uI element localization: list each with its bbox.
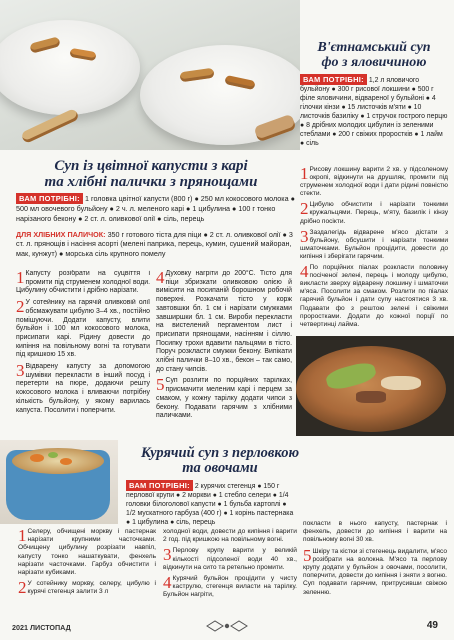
step-text: У сотейнику на гарячій оливковій олії обсмажувати цибулю 3–4 хв., постійно помішуючи. Додати капусту, влити бульйон і 100 мл кокосового молока, присипати карі. Рідину довести до кипіння на повільному вогні та готувати під кришкою 15 хв. (16, 299, 150, 359)
step-text: Суп розлити по порційних тарілках, присмачити меленим карі і перцем за смаком, у кожну тарілку додати чипси з бекону. Подавати гарячим з хлібними паличками. (156, 377, 292, 420)
step-text: Селеру, обчищені моркву і пастернак нарізати крупними часточками. Обчищену цибулину розрізати навпіл, капусту тонко нашаткувати, фенхель нарізати часточками. Гарбуз обчистити і нарізати кубиками. (18, 528, 156, 577)
recipe1-step-1 (16, 270, 150, 296)
recipe1-step-5 (156, 377, 292, 421)
page-number: 49 (426, 620, 438, 631)
step-number: 3 (300, 228, 309, 246)
recipe3-step-4 (163, 575, 297, 600)
recipe3-step-5 (303, 548, 447, 597)
step-number: 4 (163, 575, 172, 593)
recipe3-step-1 (18, 528, 156, 577)
recipe1-sub-ingredients (16, 230, 296, 258)
pho-soup-photo (296, 336, 454, 436)
recipe1-step-3 (16, 363, 150, 415)
ornament-icon (205, 619, 249, 633)
step-number: 1 (16, 270, 25, 287)
step-text: Цибулю обчистити і нарізати тонкими кружальцями. Перець, м'яту, базилік і кінзу дрібно посікти. (300, 201, 448, 225)
recipe1-title-line1: Суп із цвітної капусти з карі (54, 158, 248, 174)
recipe1-steps-left (16, 270, 150, 418)
recipe1-title (16, 158, 286, 190)
recipe2-ingredients (300, 74, 448, 148)
step-text: покласти в нього капусту, пастернак і фенхель, довести до кипіння і варити на повільному вогні 30 хв. (303, 520, 447, 544)
recipe2-badge: ВАМ ПОТРІБНІ: (300, 74, 367, 85)
recipe1-sub-title: ДЛЯ ХЛІБНИХ ПАЛИЧОК: (16, 230, 106, 239)
recipe2-title-line1: В'єтнамський суп (317, 40, 431, 55)
recipe3-title-line1: Курячий суп з перловкою (140, 445, 300, 461)
page-footer (0, 612, 454, 640)
step-number: 5 (156, 377, 165, 395)
recipe3-col1 (18, 528, 156, 600)
recipe3-step-2 (18, 580, 156, 596)
recipe1-ingredients-text: 1 головка цвітної капусти (800 г) ● 250 мл кокосового молока ● 500 мл овочевого бульйону ● 2 ч. л. меленого карі ● 1 цибулина ● 100 г тонко нарізаного бекону ● 2 ст. л. оливкової олії ● сіль, перець (16, 194, 295, 223)
recipe3-step-3 (163, 547, 297, 572)
recipe2-step-3 (300, 229, 448, 261)
step-number: 3 (16, 363, 25, 381)
barley-soup-photo (0, 440, 118, 524)
recipe2-title (296, 40, 452, 70)
step-text: Капусту розібрати на суцвіття і промити під струменем холодної води. Цибулину обчистити і дрібно нарізати. (16, 270, 150, 295)
recipe2-title-line2: фо з яловичиною (321, 55, 427, 70)
step-text: Відварену капусту за допомогою шумівки перекласти в інший посуд і перетерти на пюре, додаючи решту кокосового молока і вливаючи потрібну кількість бульйону, у якому варилась капуста. Посолити і поперчити. (16, 363, 150, 414)
recipe1-step-2 (16, 299, 150, 360)
cauliflower-soup-photo (0, 0, 300, 150)
recipe3-ingredients-text: 2 курячих стегенця ● 150 г перлової крупи ● 2 моркви ● 1 стебло селери ● 1/4 головки білоголової капусти ● 1 бульба картоплі ● 1/2 мускатного гарбуза (400 г) ● 1 корінь пастернака ● 1 цибулина ● сіль, перець (126, 483, 294, 526)
step-number: 4 (300, 264, 309, 282)
recipe2-ingredients-text: 1,2 л яловичого бульйону ● 300 г рисової локшини ● 500 г філе яловичини, відвареної у бульйоні ● 4 гілочки кінзи ● 15 листочків м'яти ● 10 листочків базиліку ● 1 стручок гострого перцю ● 8 дрібних молодих цибулин із зеленими стеблами ● 200 г свіжих проростків ● 1 лайм ● сіль (300, 77, 448, 147)
recipe3-col2 (163, 528, 297, 603)
recipe1-ingredients (16, 193, 296, 223)
recipe3-ingredients (126, 480, 294, 527)
step-number: 2 (18, 580, 27, 597)
step-text: По порційних піалах розкласти половину посіченої зелені, перець і молоду цибулю, викласти зверху відварену локшину і шматочки м'яса. Посолити за смаком. Розлити по піалах гарячий бульйон і дати супу настоятися 3 хв. Подавати фо з рештою зелені і свіжими проростками. Додати до кожної порції по четвертинці лайма. (300, 264, 448, 328)
step-number: 1 (18, 528, 27, 545)
step-text: Перлову крупу варити у великій кількості підсоленої води 40 хв., відкинути на сито та ретельно промити. (163, 547, 297, 571)
recipe3-badge: ВАМ ПОТРІБНІ: (126, 480, 193, 491)
step-number: 1 (300, 166, 309, 183)
step-text: Шкіру та кістки зі стегенець видалити, м'ясо розібрати на волокна. М'ясо та перлову крупу додати у бульйон з овочами, посолити, поперчити, довести до кипіння і зняти з вогню. Суп подавати гарячим, притрусивши свіжою зеленню. (303, 547, 447, 596)
recipe3-step-2-cont (163, 528, 297, 544)
recipe2-step-4 (300, 264, 448, 329)
step-number: 4 (156, 270, 165, 287)
step-text: Заздалегідь відварене м'ясо дістати з бульйону, обсушити і нарізати тонкими шматочками. Бульйон процідити, довести до кипіння і зберігати гарячим. (300, 228, 448, 260)
step-text: холодної води, довести до кипіння і варити 2 год. під кришкою на повільному вогні. (163, 528, 297, 544)
issue-date: 2021 ЛИСТОПАД (12, 623, 71, 632)
recipe1-sub-ingredients-text: 350 г готового тіста для піци ● 2 ст. л. оливкової олії ● 3 ст. л. прянощів і насіння асорті (мелені паприка, перець, кумин, сушений майоран, мак, кунжут) ● морська сіль крупного помелу (16, 230, 293, 258)
recipe3-title-line2: та овочами (182, 460, 258, 476)
step-text: Духовку нагріти до 200°С. Тісто для піци збризкати оливковою олією й вимісити на посипаній борошном робочій поверхні. Розкачати тісто у корж завтовшки бл. 1 см і нарізати смужками завширшки бл. 1 см. Вироби перекласти на вистелений пергаментом лист і присипати прянощами, насінням і сіллю. Посипку трохи вдавити пальцями в тісто. Поруч розкласти смужки бекону. Випікати хлібні палички 8–10 хв., бекон – так само, до стану чипсів. (156, 270, 292, 373)
step-text: Курячий бульйон процідити у чисту каструлю, стегенця виласти на тарілку. Бульйон нагріти, (163, 575, 297, 599)
step-text: Рисову локшину варити 2 хв. у підсоленому окропі, відкинути на друшляк, промити під струменем холодної води і дати рідині повністю стекти. (300, 166, 448, 198)
recipe3-title (120, 446, 320, 476)
step-number: 2 (16, 299, 25, 317)
recipe1-badge: ВАМ ПОТРІБНІ: (16, 193, 83, 204)
recipe1-title-line2: та хлібні палички з прянощами (44, 174, 258, 190)
recipe2-steps (300, 166, 448, 332)
recipe1-steps-right (156, 270, 292, 424)
step-number: 2 (300, 201, 309, 219)
recipe3-step-4-cont (303, 520, 447, 545)
step-number: 5 (303, 547, 312, 565)
recipe2-step-1 (300, 166, 448, 198)
step-number: 3 (163, 547, 172, 565)
recipe2-step-2 (300, 201, 448, 225)
step-text: У сотейнику моркву, селеру, цибулю і курячі стегенця залити 3 л (27, 580, 156, 596)
recipe1-step-4 (156, 270, 292, 374)
recipe3-col3 (303, 520, 447, 600)
